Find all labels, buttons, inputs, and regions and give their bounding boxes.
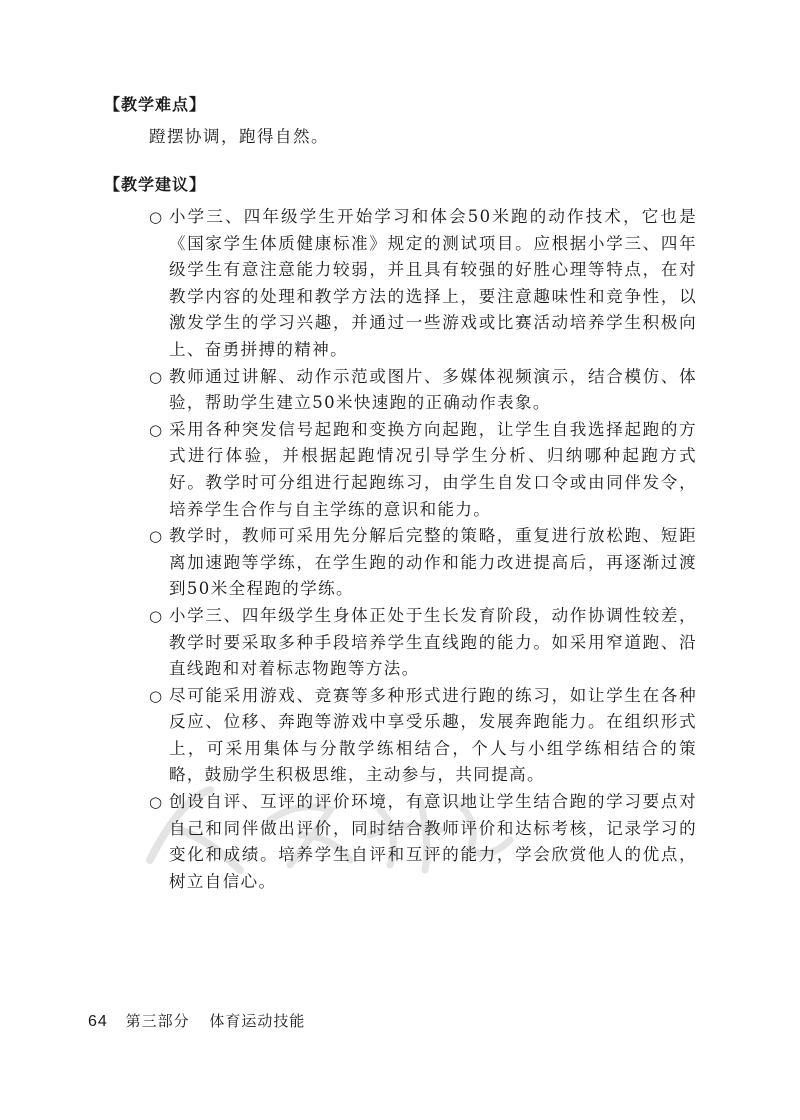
suggestion-text: 小学三、四年级学生身体正处于生长发育阶段，动作协调性较差，教学时要采取多种手段培养学生直线跑的能力。如采用窄道跑、沿直线跑和对着标志物跑等方法。: [169, 605, 697, 679]
list-item: [149, 603, 697, 683]
footer-chapter: 体育运动技能: [209, 1012, 306, 1030]
suggestions-heading: 【教学建议】: [104, 175, 207, 194]
suggestion-text: 小学三、四年级学生开始学习和体会50米跑的动作技术，它也是《国家学生体质健康标准》规定的测试项目。应根据小学三、四年级学生有意注意能力较弱，并且具有较强的好胜心理等特点，在对教学内容的处理和教学方法的选择上，要注意趣味性和竞争性，以激发学生的学习兴趣，并通过一些游戏或比赛活动培养学生积极向上、奋勇拼搏的精神。: [169, 207, 697, 359]
suggestion-text: 采用各种突发信号起跑和变换方向起跑，让学生自我选择起跑的方式进行体验，并根据起跑情况引导学生分析、归纳哪种起跑方式好。教学时可分组进行起跑练习，由学生自发口令或由同伴发令，培养学生合作与自主学练的意识和能力。: [169, 419, 697, 519]
difficulty-heading: 【教学难点】: [104, 95, 207, 114]
circle-bullet-icon: ○: [149, 686, 164, 705]
suggestions-list: [149, 204, 697, 895]
list-item: [149, 364, 697, 417]
circle-bullet-icon: ○: [149, 208, 164, 226]
list-item: [149, 523, 697, 603]
suggestion-text: 教师通过讲解、动作示范或图片、多媒体视频演示，结合模仿、体验，帮助学生建立50米快速跑的正确动作表象。: [169, 366, 697, 413]
circle-bullet-icon: ○: [149, 527, 164, 546]
list-item: [149, 204, 697, 364]
circle-bullet-icon: ○: [149, 420, 164, 439]
suggestion-text: 创设自评、互评的评价环境，有意识地让学生结合跑的学习要点对自己和同伴做出评价，同时结合教师评价和达标考核，记录学习的变化和成绩。培养学生自评和互评的能力，学会欣赏他人的优点，树立自信心。: [169, 792, 697, 891]
difficulty-text: 蹬摆协调，跑得自然。: [149, 127, 329, 146]
list-item: [149, 789, 697, 895]
list-item: [149, 417, 697, 523]
circle-bullet-icon: ○: [149, 793, 164, 812]
suggestion-text: 教学时，教师可采用先分解后完整的策略，重复进行放松跑、短距离加速跑等学练，在学生跑的动作和能力改进提高后，再逐渐过渡到50米全程跑的学练。: [169, 526, 697, 599]
footer-part: 第三部分: [125, 1012, 190, 1030]
suggestion-text: 尽可能采用游戏、竞赛等多种形式进行跑的练习，如让学生在各种反应、位移、奔跑等游戏中享受乐趣，发展奔跑能力。在组织形式上，可采用集体与分散学练相结合，个人与小组学练相结合的策略，鼓励学生积极思维，主动参与，共同提高。: [169, 685, 697, 785]
page-footer: [88, 1010, 305, 1031]
list-item: [149, 683, 697, 789]
page-number: 64: [88, 1013, 108, 1030]
circle-bullet-icon: ○: [149, 367, 164, 386]
circle-bullet-icon: ○: [149, 606, 164, 625]
